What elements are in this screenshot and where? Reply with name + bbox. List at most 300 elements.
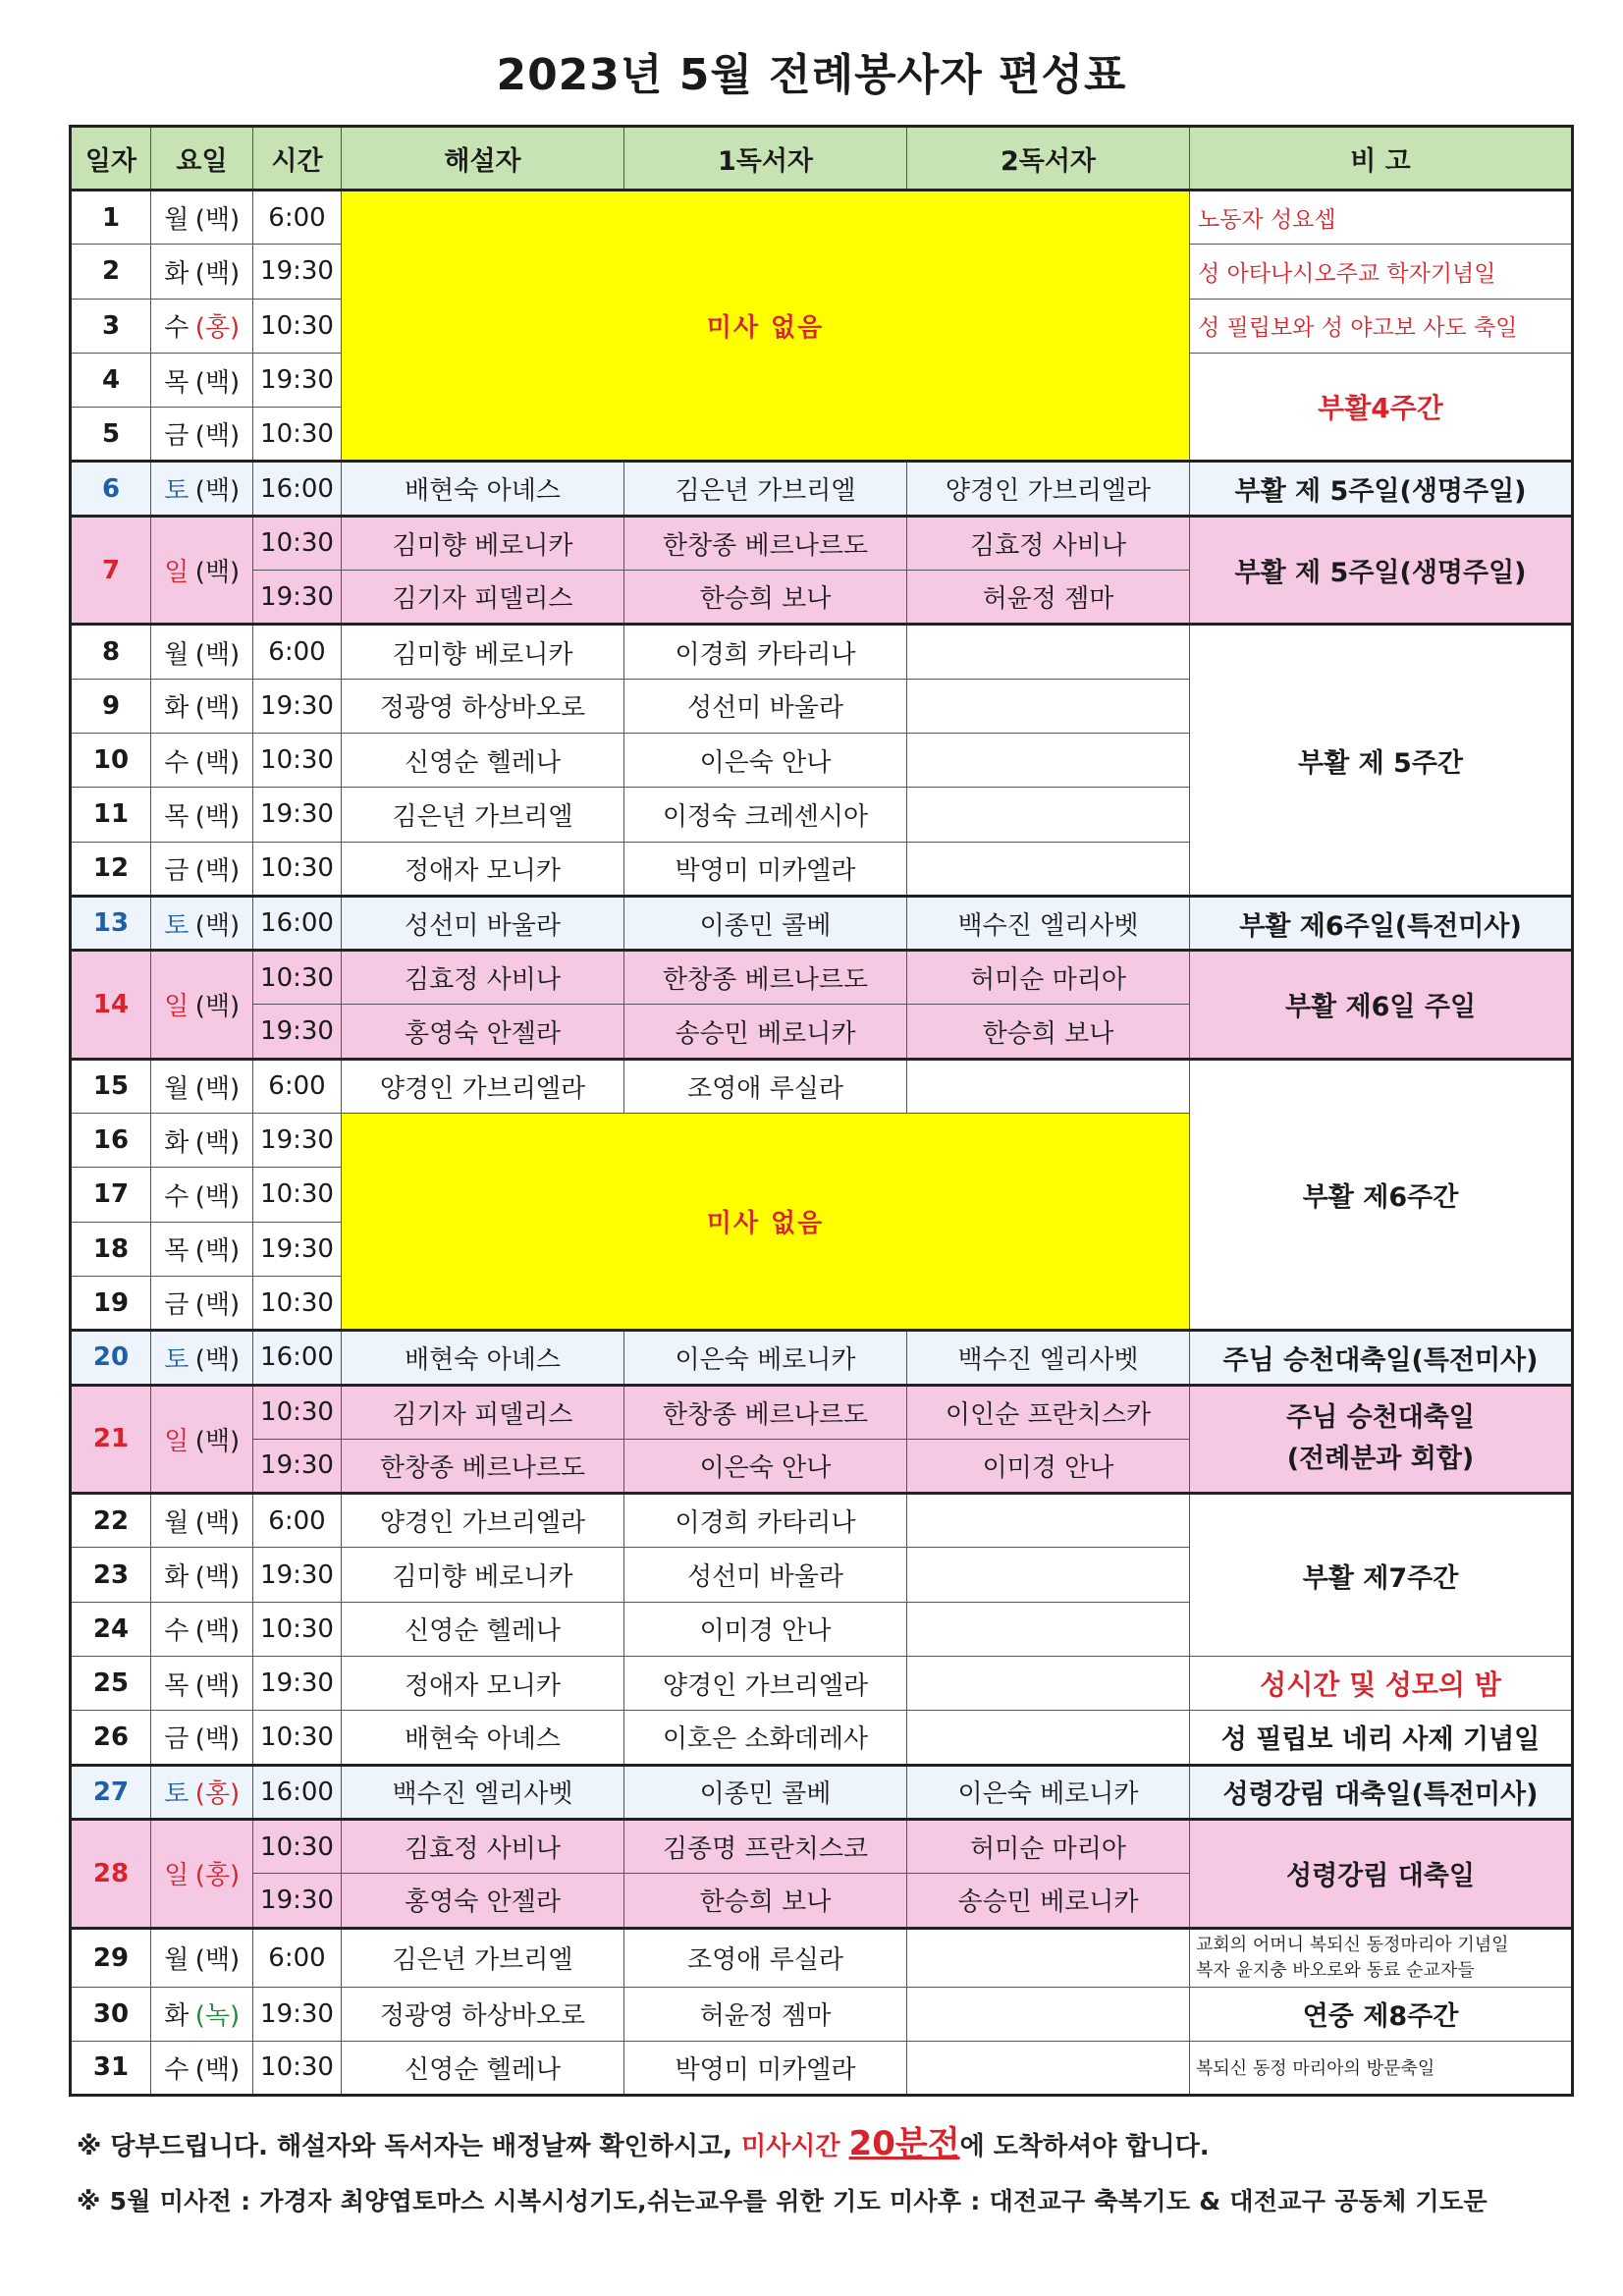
reader1-cell: 이종민 콜베 xyxy=(624,896,907,950)
header-reader1: 1독서자 xyxy=(624,127,907,191)
footer-notice-a: ※ 당부드립니다. 해설자와 독서자는 배정날짜 확인하시고, xyxy=(77,2132,742,2161)
weekday-cell xyxy=(151,1385,253,1494)
liturgical-color: (백) xyxy=(194,1616,241,1647)
commentator-cell: 김은년 가브리엘 xyxy=(342,788,624,842)
weekday-cell xyxy=(151,299,253,353)
time-cell: 19:30 xyxy=(253,788,342,842)
reader1-cell: 이경희 카타리나 xyxy=(624,1494,907,1548)
reader2-cell xyxy=(907,1494,1190,1548)
day-cell: 24 xyxy=(71,1602,151,1656)
weekday-cell xyxy=(151,896,253,950)
day-cell: 15 xyxy=(71,1059,151,1113)
reader1-cell: 양경인 가브리엘라 xyxy=(624,1657,907,1711)
weekday-cell xyxy=(151,842,253,896)
reader1-cell: 이호은 소화데레사 xyxy=(624,1711,907,1765)
weekday-label: 화 xyxy=(164,258,189,289)
weekday-cell xyxy=(151,191,253,245)
roster-table xyxy=(69,125,1574,2097)
commentator-cell: 배현숙 아녜스 xyxy=(342,1331,624,1385)
note-cell xyxy=(1190,1331,1573,1385)
time-cell: 16:00 xyxy=(253,1765,342,1819)
day-cell: 17 xyxy=(71,1168,151,1222)
reader1-cell: 이정숙 크레센시아 xyxy=(624,788,907,842)
note-text: 복되신 동정 마리아의 방문축일 xyxy=(1196,2058,1435,2080)
weekday-cell xyxy=(151,353,253,407)
reader1-cell: 이미경 안나 xyxy=(624,1602,907,1656)
liturgical-color: (홍) xyxy=(194,1861,241,1891)
commentator-cell: 배현숙 아녜스 xyxy=(342,1711,624,1765)
weekday-label: 목 xyxy=(164,1236,189,1267)
commentator-cell: 성선미 바울라 xyxy=(342,896,624,950)
weekday-label: 금 xyxy=(164,1724,189,1755)
day-cell: 4 xyxy=(71,353,151,407)
liturgical-color: (백) xyxy=(194,992,241,1022)
weekday-cell xyxy=(151,625,253,679)
note-cell xyxy=(1190,462,1573,516)
day-cell: 7 xyxy=(71,516,151,625)
note-cell xyxy=(1190,1765,1573,1819)
roster-row xyxy=(71,951,1573,1005)
day-cell: 26 xyxy=(71,1711,151,1765)
footer-notice xyxy=(77,2116,1210,2164)
commentator-cell: 배현숙 아녜스 xyxy=(342,462,624,516)
footer-notice-b: 미사시간 xyxy=(741,2132,849,2161)
footer-prayers: ※ 5월 미사전 : 가경자 최양엽토마스 시복시성기도,쉬는교우를 위한 기도 미사후 : 대전교구 축복기도 & 대전교구 공동체 기도문 xyxy=(77,2187,1488,2215)
note-cell xyxy=(1190,1657,1573,1711)
day-cell: 19 xyxy=(71,1276,151,1330)
footer-notice-d: 에 도착하셔야 합니다. xyxy=(959,2132,1210,2161)
weekday-cell xyxy=(151,1331,253,1385)
note-text: 성 아타나시오주교 학자기념일 xyxy=(1198,260,1496,287)
liturgical-color: (백) xyxy=(194,1181,241,1212)
day-cell: 11 xyxy=(71,788,151,842)
liturgical-color: (홍) xyxy=(194,1779,241,1810)
note-text: 성시간 및 성모의 밤 xyxy=(1260,1668,1501,1702)
day-cell: 25 xyxy=(71,1657,151,1711)
reader2-cell xyxy=(907,1548,1190,1602)
weekday-label: 수 xyxy=(164,747,189,778)
note-cell xyxy=(1190,1059,1573,1330)
time-cell: 16:00 xyxy=(253,462,342,516)
weekday-cell xyxy=(151,1602,253,1656)
time-cell: 19:30 xyxy=(253,1114,342,1168)
roster-row xyxy=(71,1657,1573,1711)
reader1-cell: 송승민 베로니카 xyxy=(624,1005,907,1059)
reader1-cell: 한승희 보나 xyxy=(624,571,907,625)
note-cell xyxy=(1190,625,1573,896)
roster-row xyxy=(71,1385,1573,1439)
roster-row xyxy=(71,1711,1573,1765)
note-text: 성 필립보 네리 사제 기념일 xyxy=(1220,1724,1541,1756)
reader1-cell: 조영애 루실라 xyxy=(624,1059,907,1113)
note-cell xyxy=(1190,951,1573,1060)
liturgical-color: (백) xyxy=(194,855,241,886)
reader2-cell xyxy=(907,733,1190,787)
weekday-cell xyxy=(151,1987,253,2041)
header-reader2: 2독서자 xyxy=(907,127,1190,191)
note-text: 주님 승천대축일(특전미사) xyxy=(1222,1344,1539,1376)
liturgical-color: (백) xyxy=(194,2054,241,2085)
roster-row xyxy=(71,462,1573,516)
commentator-cell: 김미향 베로니카 xyxy=(342,516,624,570)
reader1-cell: 한창종 베르나르도 xyxy=(624,516,907,570)
note-cell xyxy=(1190,1987,1573,2041)
note-text: 노동자 성요셉 xyxy=(1198,207,1336,234)
liturgical-color: (백) xyxy=(194,367,241,398)
reader2-cell xyxy=(907,1987,1190,2041)
note-text: 부활 제6주일(특전미사) xyxy=(1239,910,1522,942)
commentator-cell: 정애자 모니카 xyxy=(342,842,624,896)
liturgical-color: (백) xyxy=(194,1724,241,1755)
roster-row xyxy=(71,516,1573,570)
weekday-label: 월 xyxy=(164,1073,189,1104)
liturgical-color: (백) xyxy=(194,1290,241,1321)
time-cell: 6:00 xyxy=(253,1928,342,1987)
note-text: 성령강림 대축일 xyxy=(1286,1861,1475,1892)
note-text: 성 필립보와 성 야고보 사도 축일 xyxy=(1198,315,1518,342)
time-cell: 19:30 xyxy=(253,679,342,733)
note-cell xyxy=(1190,1819,1573,1928)
day-cell: 14 xyxy=(71,951,151,1060)
commentator-cell: 김은년 가브리엘 xyxy=(342,1928,624,1987)
note-text: 부활 제6주간 xyxy=(1302,1181,1459,1213)
liturgical-color: (백) xyxy=(194,205,241,236)
weekday-label: 토 xyxy=(164,1344,189,1375)
day-cell: 27 xyxy=(71,1765,151,1819)
reader1-cell: 허윤정 젬마 xyxy=(624,1987,907,2041)
weekday-cell xyxy=(151,1059,253,1113)
weekday-cell xyxy=(151,1765,253,1819)
commentator-cell: 김효정 사비나 xyxy=(342,1819,624,1873)
liturgical-color: (백) xyxy=(194,421,241,452)
liturgical-color: (백) xyxy=(194,258,241,289)
liturgical-color: (백) xyxy=(194,1236,241,1267)
liturgical-color: (백) xyxy=(194,747,241,778)
time-cell: 19:30 xyxy=(253,1987,342,2041)
weekday-label: 화 xyxy=(164,693,189,724)
weekday-label: 화 xyxy=(164,2001,189,2032)
commentator-cell: 정광영 하상바오로 xyxy=(342,1987,624,2041)
time-cell: 10:30 xyxy=(253,1602,342,1656)
commentator-cell: 김기자 피델리스 xyxy=(342,571,624,625)
note-cell xyxy=(1190,1711,1573,1765)
liturgical-color: (홍) xyxy=(194,313,241,344)
reader2-cell: 한승희 보나 xyxy=(907,1005,1190,1059)
day-cell: 5 xyxy=(71,408,151,462)
weekday-cell xyxy=(151,733,253,787)
day-cell: 18 xyxy=(71,1222,151,1276)
reader1-cell: 조영애 루실라 xyxy=(624,1928,907,1987)
liturgical-color: (백) xyxy=(194,1508,241,1539)
weekday-cell xyxy=(151,1711,253,1765)
reader1-cell: 성선미 바울라 xyxy=(624,1548,907,1602)
weekday-cell xyxy=(151,1494,253,1548)
weekday-cell xyxy=(151,408,253,462)
header-row xyxy=(71,127,1573,191)
reader1-cell: 이경희 카타리나 xyxy=(624,625,907,679)
time-cell: 19:30 xyxy=(253,1548,342,1602)
roster-row xyxy=(71,1765,1573,1819)
commentator-cell: 김기자 피델리스 xyxy=(342,1385,624,1439)
liturgical-color: (백) xyxy=(194,1562,241,1593)
note-text: 부활 제 5주일(생명주일) xyxy=(1234,476,1527,508)
time-cell: 10:30 xyxy=(253,842,342,896)
weekday-label: 금 xyxy=(164,421,189,452)
liturgical-color: (백) xyxy=(194,1426,241,1456)
reader1-cell: 박영미 미카엘라 xyxy=(624,842,907,896)
note-text: 연중 제8주간 xyxy=(1302,2001,1459,2033)
note-text: 교회의 어머니 복되신 동정마리아 기념일 xyxy=(1196,1934,1509,1955)
reader2-cell: 이미경 안나 xyxy=(907,1439,1190,1493)
commentator-cell: 정애자 모니카 xyxy=(342,1657,624,1711)
day-cell: 3 xyxy=(71,299,151,353)
day-cell: 1 xyxy=(71,191,151,245)
header-note: 비 고 xyxy=(1190,127,1573,191)
reader2-cell: 이은숙 베로니카 xyxy=(907,1765,1190,1819)
weekday-label: 목 xyxy=(164,1670,189,1701)
reader2-cell: 허미순 마리아 xyxy=(907,1819,1190,1873)
weekday-cell xyxy=(151,1928,253,1987)
time-cell: 19:30 xyxy=(253,245,342,299)
note-cell xyxy=(1190,1494,1573,1657)
page-title: 2023년 5월 전례봉사자 편성표 xyxy=(496,50,1127,100)
time-cell: 6:00 xyxy=(253,191,342,245)
note-text: 부활 제7주간 xyxy=(1302,1562,1459,1594)
liturgical-color: (백) xyxy=(194,1945,241,1975)
liturgical-color: (백) xyxy=(194,1344,241,1375)
liturgical-color: (백) xyxy=(194,1073,241,1104)
reader2-cell xyxy=(907,679,1190,733)
liturgical-color: (백) xyxy=(194,910,241,941)
weekday-label: 월 xyxy=(164,639,189,670)
note-cell xyxy=(1190,299,1573,353)
time-cell: 10:30 xyxy=(253,1385,342,1439)
time-cell: 10:30 xyxy=(253,299,342,353)
reader2-cell: 김효정 사비나 xyxy=(907,516,1190,570)
note-text: 성령강림 대축일(특전미사) xyxy=(1222,1779,1539,1811)
reader2-cell: 백수진 엘리사벳 xyxy=(907,896,1190,950)
reader2-cell xyxy=(907,1711,1190,1765)
day-cell: 6 xyxy=(71,462,151,516)
weekday-cell xyxy=(151,1657,253,1711)
time-cell: 6:00 xyxy=(253,1059,342,1113)
commentator-cell: 정광영 하상바오로 xyxy=(342,679,624,733)
weekday-cell xyxy=(151,1548,253,1602)
day-cell: 10 xyxy=(71,733,151,787)
time-cell: 19:30 xyxy=(253,571,342,625)
day-cell: 8 xyxy=(71,625,151,679)
commentator-cell: 양경인 가브리엘라 xyxy=(342,1494,624,1548)
weekday-cell xyxy=(151,679,253,733)
note-text: 복자 윤지충 바오로와 동료 순교자들 xyxy=(1196,1959,1475,1981)
weekday-label: 화 xyxy=(164,1562,189,1593)
time-cell: 10:30 xyxy=(253,733,342,787)
roster-row xyxy=(71,1059,1573,1113)
weekday-label: 목 xyxy=(164,801,189,832)
day-cell: 12 xyxy=(71,842,151,896)
note-cell xyxy=(1190,191,1573,245)
reader2-cell: 허윤정 젬마 xyxy=(907,571,1190,625)
reader2-cell: 이인순 프란치스카 xyxy=(907,1385,1190,1439)
reader2-cell: 백수진 엘리사벳 xyxy=(907,1331,1190,1385)
note-text: (전례분과 회합) xyxy=(1286,1444,1475,1475)
weekday-label: 일 xyxy=(164,1861,189,1891)
roster-row xyxy=(71,1331,1573,1385)
commentator-cell: 신영순 헬레나 xyxy=(342,2041,624,2095)
weekday-cell xyxy=(151,462,253,516)
day-cell: 22 xyxy=(71,1494,151,1548)
time-cell: 19:30 xyxy=(253,1005,342,1059)
day-cell: 20 xyxy=(71,1331,151,1385)
day-cell: 30 xyxy=(71,1987,151,2041)
liturgical-color: (백) xyxy=(194,639,241,670)
weekday-label: 월 xyxy=(164,1945,189,1975)
no-mass-cell: 미사 없음 xyxy=(342,191,1190,462)
day-cell: 13 xyxy=(71,896,151,950)
time-cell: 10:30 xyxy=(253,1819,342,1873)
commentator-cell: 한창종 베르나르도 xyxy=(342,1439,624,1493)
note-cell xyxy=(1190,516,1573,625)
weekday-label: 수 xyxy=(164,1181,189,1212)
time-cell: 19:30 xyxy=(253,1222,342,1276)
note-cell xyxy=(1190,2041,1573,2095)
time-cell: 10:30 xyxy=(253,408,342,462)
reader1-cell: 김종명 프란치스코 xyxy=(624,1819,907,1873)
day-cell: 23 xyxy=(71,1548,151,1602)
commentator-cell: 백수진 엘리사벳 xyxy=(342,1765,624,1819)
no-mass-cell: 미사 없음 xyxy=(342,1114,1190,1331)
time-cell: 19:30 xyxy=(253,353,342,407)
reader1-cell: 이은숙 안나 xyxy=(624,733,907,787)
time-cell: 19:30 xyxy=(253,1874,342,1928)
reader1-cell: 이은숙 베로니카 xyxy=(624,1331,907,1385)
day-cell: 31 xyxy=(71,2041,151,2095)
reader2-cell xyxy=(907,1059,1190,1113)
commentator-cell: 신영순 헬레나 xyxy=(342,733,624,787)
weekday-label: 수 xyxy=(164,1616,189,1647)
note-cell xyxy=(1190,1928,1573,1987)
time-cell: 10:30 xyxy=(253,2041,342,2095)
weekday-label: 화 xyxy=(164,1127,189,1158)
note-cell xyxy=(1190,245,1573,299)
reader1-cell: 이은숙 안나 xyxy=(624,1439,907,1493)
roster-row xyxy=(71,191,1573,245)
liturgical-color: (백) xyxy=(194,693,241,724)
weekday-cell xyxy=(151,2041,253,2095)
header-weekday: 요일 xyxy=(151,127,253,191)
weekday-label: 수 xyxy=(164,2054,189,2085)
time-cell: 10:30 xyxy=(253,951,342,1005)
roster-row xyxy=(71,625,1573,679)
weekday-label: 금 xyxy=(164,855,189,886)
time-cell: 10:30 xyxy=(253,1711,342,1765)
weekday-label: 토 xyxy=(164,476,189,507)
note-text: 부활 제6일 주일 xyxy=(1284,992,1477,1023)
weekday-label: 월 xyxy=(164,1508,189,1539)
time-cell: 19:30 xyxy=(253,1439,342,1493)
time-cell: 16:00 xyxy=(253,896,342,950)
reader2-cell: 허미순 마리아 xyxy=(907,951,1190,1005)
note-cell xyxy=(1190,1385,1573,1494)
liturgical-color: (백) xyxy=(194,1670,241,1701)
time-cell: 16:00 xyxy=(253,1331,342,1385)
reader1-cell: 한승희 보나 xyxy=(624,1874,907,1928)
time-cell: 19:30 xyxy=(253,1657,342,1711)
footer-notice-c: 20분전 xyxy=(848,2124,960,2163)
weekday-cell xyxy=(151,1114,253,1168)
day-cell: 29 xyxy=(71,1928,151,1987)
commentator-cell: 김미향 베로니카 xyxy=(342,1548,624,1602)
roster-row xyxy=(71,1819,1573,1873)
reader2-cell: 양경인 가브리엘라 xyxy=(907,462,1190,516)
reader2-cell xyxy=(907,1928,1190,1987)
roster-row xyxy=(71,1494,1573,1548)
reader2-cell: 송승민 베로니카 xyxy=(907,1874,1190,1928)
commentator-cell: 김효정 사비나 xyxy=(342,951,624,1005)
reader2-cell xyxy=(907,842,1190,896)
liturgical-color: (백) xyxy=(194,476,241,507)
liturgical-color: (백) xyxy=(194,558,241,588)
reader1-cell: 이종민 콜베 xyxy=(624,1765,907,1819)
header-time: 시간 xyxy=(253,127,342,191)
note-text: 부활 제 5주간 xyxy=(1298,747,1463,779)
note-cell xyxy=(1190,353,1573,462)
weekday-cell xyxy=(151,788,253,842)
liturgical-color: (백) xyxy=(194,1127,241,1158)
note-text: 부활4주간 xyxy=(1318,392,1443,425)
liturgical-color: (백) xyxy=(194,801,241,832)
time-cell: 10:30 xyxy=(253,516,342,570)
reader1-cell: 김은년 가브리엘 xyxy=(624,462,907,516)
reader2-cell xyxy=(907,1657,1190,1711)
reader2-cell xyxy=(907,1602,1190,1656)
note-text: 부활 제 5주일(생명주일) xyxy=(1234,558,1527,589)
weekday-cell xyxy=(151,516,253,625)
day-cell: 9 xyxy=(71,679,151,733)
weekday-cell xyxy=(151,1168,253,1222)
time-cell: 10:30 xyxy=(253,1276,342,1330)
weekday-label: 수 xyxy=(164,313,189,344)
note-text: 주님 승천대축일 xyxy=(1286,1402,1475,1434)
roster-row xyxy=(71,896,1573,950)
reader2-cell xyxy=(907,625,1190,679)
weekday-label: 일 xyxy=(164,1426,189,1456)
reader1-cell: 박영미 미카엘라 xyxy=(624,2041,907,2095)
reader1-cell: 성선미 바울라 xyxy=(624,679,907,733)
reader1-cell: 한창종 베르나르도 xyxy=(624,951,907,1005)
header-day: 일자 xyxy=(71,127,151,191)
weekday-cell xyxy=(151,1819,253,1928)
weekday-cell xyxy=(151,1222,253,1276)
time-cell: 10:30 xyxy=(253,1168,342,1222)
weekday-label: 금 xyxy=(164,1290,189,1321)
commentator-cell: 신영순 헬레나 xyxy=(342,1602,624,1656)
reader1-cell: 한창종 베르나르도 xyxy=(624,1385,907,1439)
commentator-cell: 홍영숙 안젤라 xyxy=(342,1874,624,1928)
weekday-cell xyxy=(151,245,253,299)
reader2-cell xyxy=(907,2041,1190,2095)
weekday-label: 토 xyxy=(164,1779,189,1810)
commentator-cell: 홍영숙 안젤라 xyxy=(342,1005,624,1059)
day-cell: 16 xyxy=(71,1114,151,1168)
commentator-cell: 양경인 가브리엘라 xyxy=(342,1059,624,1113)
time-cell: 6:00 xyxy=(253,1494,342,1548)
weekday-label: 토 xyxy=(164,910,189,941)
weekday-label: 일 xyxy=(164,558,189,588)
weekday-label: 일 xyxy=(164,992,189,1022)
weekday-label: 목 xyxy=(164,367,189,398)
roster-body xyxy=(71,191,1573,2096)
